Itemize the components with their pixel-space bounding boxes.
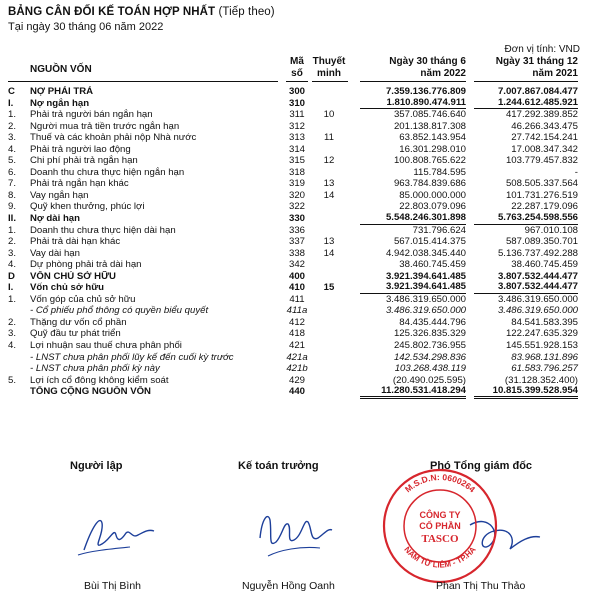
row-name: Lợi nhuận sau thuế chưa phân phối (30, 340, 182, 352)
row-code: 312 (288, 120, 305, 132)
row-label: 2. (8, 120, 17, 132)
row-value-prior: 7.007.867.084.477 (497, 86, 578, 97)
header-period-prior (478, 56, 578, 80)
row-value-prior: (31.128.352.400) (504, 374, 578, 386)
row-value-current: 142.534.298.836 (393, 351, 466, 363)
svg-text:CÔNG TY: CÔNG TY (419, 510, 461, 520)
row-name: - LNST chưa phân phối kỳ này (30, 363, 160, 375)
row-value-prior: 84.541.583.395 (511, 316, 578, 328)
table-row (8, 190, 580, 202)
row-note: 12 (323, 155, 335, 167)
row-name: Vay dài hạn (30, 247, 80, 259)
preparer-signature (70, 505, 160, 565)
row-value-prior: 967.010.108 (524, 224, 578, 236)
row-label: II. (8, 213, 16, 225)
row-value-prior: 61.583.796.257 (511, 363, 578, 375)
row-value-prior: 38.460.745.459 (511, 259, 578, 271)
row-name: Doanh thu chưa thực hiện dài hạn (30, 224, 176, 236)
header-underline-source (8, 81, 278, 82)
row-code: 421b (286, 363, 308, 375)
row-value-prior: 103.779.457.832 (505, 155, 578, 167)
row-value-current: 84.435.444.796 (399, 316, 466, 328)
row-value-current: 1.810.890.474.911 (360, 98, 466, 110)
row-name: Nợ ngắn hạn (30, 97, 90, 109)
row-value-current: 567.015.414.375 (393, 236, 466, 248)
row-name: Chi phí phải trả ngắn hạn (30, 155, 138, 167)
row-name: Lợi ích cổ đông không kiểm soát (30, 374, 169, 386)
row-label: 5. (8, 374, 17, 386)
row-value-prior: 5.136.737.492.288 (497, 247, 578, 259)
row-name: Doanh thu chưa thực hiện ngắn hạn (30, 166, 185, 178)
table-row (8, 167, 580, 179)
row-label: 2. (8, 236, 17, 248)
row-value-current: 38.460.745.459 (399, 259, 466, 271)
row-value-current: 5.548.246.301.898 (360, 213, 466, 225)
row-value-prior: 5.763.254.598.556 (474, 213, 578, 225)
table-row (8, 294, 580, 306)
title-main: BẢNG CÂN ĐỐI KẾ TOÁN HỢP NHẤT (8, 6, 216, 18)
row-label: 7. (8, 178, 17, 190)
table-row (8, 386, 580, 398)
row-code: 418 (288, 328, 305, 340)
header-period-prior-line1: Ngày 31 tháng 12 (495, 56, 578, 67)
row-code: 314 (288, 143, 305, 155)
report-date: Tại ngày 30 tháng 06 năm 2022 (8, 21, 164, 33)
title-suffix: (Tiếp theo) (218, 6, 275, 18)
row-label: 8. (8, 189, 17, 201)
table-row (8, 132, 580, 144)
header-code-line1: Mã (290, 56, 304, 67)
table-row (8, 121, 580, 133)
accountant-name: Nguyễn Hồng Oanh (242, 580, 335, 592)
header-period-prior-line2: năm 2021 (532, 68, 578, 79)
row-name: - Cổ phiếu phổ thông có quyền biểu quyết (30, 305, 209, 317)
row-value-current: 63.852.143.954 (399, 132, 466, 144)
table-row (8, 201, 580, 213)
row-value-prior: 17.008.347.342 (511, 143, 578, 155)
row-label: 2. (8, 316, 17, 328)
row-name: Thặng dư vốn cổ phần (30, 316, 127, 328)
row-value-current: 731.796.624 (412, 224, 466, 236)
row-value-current: 85.000.000.000 (399, 189, 466, 201)
table-body (8, 86, 580, 398)
table-row (8, 213, 580, 225)
row-code: 411 (289, 293, 305, 305)
row-note: 14 (323, 247, 335, 259)
row-value-prior: 3.486.319.650.000 (497, 293, 578, 305)
table-row (8, 363, 580, 375)
row-code: 318 (288, 166, 305, 178)
svg-text:M.S.D.N: 0600264: M.S.D.N: 0600264 (402, 471, 478, 495)
row-name: Phải trả người lao động (30, 143, 131, 155)
row-code: 320 (288, 189, 305, 201)
row-value-prior: 22.287.179.096 (511, 201, 578, 213)
row-name: Vốn chủ sở hữu (30, 282, 104, 294)
row-label: 1. (8, 224, 17, 236)
row-note: 14 (323, 189, 335, 201)
header-note-line1: Thuyết (312, 56, 346, 67)
row-code: 412 (288, 316, 305, 328)
row-code: 411a (286, 305, 308, 317)
row-value-current: 115.784.595 (413, 166, 466, 178)
row-code: 421a (286, 351, 308, 363)
row-code: 440 (288, 386, 305, 398)
row-value-current: 100.808.765.622 (393, 155, 466, 167)
row-label: 3. (8, 132, 17, 144)
row-value-current: 3.921.394.641.485 (360, 282, 466, 294)
row-value-current: 4.942.038.345.440 (385, 247, 466, 259)
row-value-current: 201.138.817.308 (393, 120, 466, 132)
director-title: Phó Tổng giám đốc (430, 460, 533, 472)
row-value-current: 103.268.438.119 (394, 363, 466, 375)
row-label: 1. (8, 293, 17, 305)
table-row (8, 340, 580, 352)
header-code-line2: số (291, 68, 303, 79)
row-value-current: 963.784.839.686 (393, 178, 466, 190)
row-name: TỔNG CỘNG NGUỒN VỐN (30, 386, 151, 398)
row-code: 315 (288, 155, 305, 167)
row-code: 310 (288, 97, 305, 109)
row-value-prior: 27.742.154.241 (511, 132, 578, 144)
row-label: I. (8, 282, 14, 294)
row-name: Vốn góp của chủ sở hữu (30, 293, 136, 305)
row-code: 338 (288, 247, 305, 259)
row-value-current: 3.921.394.641.485 (385, 270, 466, 282)
row-note: 15 (323, 282, 335, 294)
header-note-line2: minh (317, 68, 341, 79)
row-name: Nợ dài hạn (30, 213, 80, 225)
row-code: 410 (288, 282, 305, 294)
row-label: 1. (8, 109, 17, 121)
header-code (285, 56, 309, 80)
row-code: 311 (289, 109, 305, 121)
header-source: NGUỒN VỐN (30, 64, 92, 75)
table-header (8, 56, 580, 84)
row-value-current: 125.326.835.329 (393, 328, 466, 340)
header-period-current (360, 56, 466, 80)
row-value-current: (20.490.025.595) (392, 374, 466, 386)
table-row (8, 271, 580, 283)
row-code: 429 (288, 374, 305, 386)
row-value-prior: 3.486.319.650.000 (497, 305, 578, 317)
row-value-current: 357.085.746.640 (393, 109, 466, 121)
header-note (309, 56, 349, 80)
table-row (8, 86, 580, 98)
row-label: 4. (8, 143, 17, 155)
table-row (8, 328, 580, 340)
header-period-current-line2: năm 2022 (420, 68, 466, 79)
table-row (8, 178, 580, 190)
table-row (8, 305, 580, 317)
svg-text:TASCO: TASCO (421, 533, 459, 545)
row-name: NỢ PHẢI TRẢ (30, 86, 94, 97)
row-label: 3. (8, 247, 17, 259)
row-label: 3. (8, 328, 17, 340)
row-label: D (8, 270, 15, 282)
header-underline-note (312, 81, 348, 82)
row-value-prior: 3.807.532.444.477 (497, 270, 578, 282)
row-code: 421 (288, 340, 305, 352)
row-note: 10 (323, 109, 335, 121)
table-row (8, 155, 580, 167)
row-value-current: 11.280.531.418.294 (360, 386, 466, 399)
row-code: 400 (288, 270, 305, 282)
row-name: Người mua trả tiền trước ngắn hạn (30, 120, 180, 132)
row-code: 330 (288, 213, 305, 225)
row-name: VỐN CHỦ SỞ HỮU (30, 270, 116, 282)
row-label: 6. (8, 166, 17, 178)
preparer-name: Bùi Thị Bình (84, 580, 142, 592)
row-label: 4. (8, 340, 17, 352)
row-code: 342 (288, 259, 305, 271)
row-name: Vay ngắn hạn (30, 189, 89, 201)
document-title (8, 6, 275, 18)
svg-text:CỔ PHẦN: CỔ PHẦN (419, 521, 461, 531)
row-value-prior: 417.292.389.852 (505, 109, 578, 121)
row-value-current: 3.486.319.650.000 (385, 305, 466, 317)
header-underline-code (286, 81, 308, 82)
header-period-current-line1: Ngày 30 tháng 6 (389, 56, 466, 67)
row-label: C (8, 86, 15, 97)
row-value-prior: 122.247.635.329 (505, 328, 578, 340)
row-name: Phải trả ngắn hạn khác (30, 178, 129, 190)
row-code: 300 (288, 86, 305, 97)
row-note: 13 (323, 236, 335, 248)
table-row (8, 109, 580, 121)
row-value-current: 16.301.298.010 (399, 143, 466, 155)
table-row (8, 98, 580, 110)
svg-text:NAM TỪ LIÊM - TP.HÀ: NAM TỪ LIÊM - TP.HÀ (402, 545, 478, 570)
row-name: - LNST chưa phân phối lũy kế đến cuối kỳ trước (30, 351, 234, 363)
row-code: 322 (288, 201, 305, 213)
row-code: 319 (288, 178, 305, 190)
preparer-title: Người lập (70, 460, 123, 472)
row-value-prior: 508.505.337.564 (505, 178, 578, 190)
table-row (8, 236, 580, 248)
row-value-prior: 145.551.928.153 (505, 340, 578, 352)
row-value-prior: 46.266.343.475 (511, 120, 578, 132)
row-code: 337 (288, 236, 305, 248)
table-row (8, 248, 580, 260)
row-name: Dự phòng phải trả dài hạn (30, 259, 142, 271)
currency-unit: Đơn vị tính: VND (504, 44, 580, 55)
table-row (8, 282, 580, 294)
row-name: Phải trả người bán ngắn hạn (30, 109, 153, 121)
director-name: Phan Thị Thu Thảo (436, 580, 526, 592)
header-underline-prior (474, 81, 578, 82)
row-code: 336 (288, 224, 305, 236)
row-value-current: 3.486.319.650.000 (385, 293, 466, 305)
table-row (8, 144, 580, 156)
row-label: 5. (8, 155, 17, 167)
table-row (8, 259, 580, 271)
row-value-current: 22.803.079.096 (399, 201, 466, 213)
row-name: Quỹ khen thưởng, phúc lợi (30, 201, 145, 213)
row-label: 9. (8, 201, 17, 213)
accountant-title: Kế toán trưởng (238, 460, 319, 472)
table-row (8, 317, 580, 329)
row-value-prior: 101.731.276.519 (505, 189, 578, 201)
row-value-prior: 1.244.612.485.921 (474, 98, 578, 110)
row-name: Thuế và các khoản phải nộp Nhà nước (30, 132, 197, 144)
accountant-signature (250, 498, 340, 568)
row-name: Quỹ đầu tư phát triển (30, 328, 121, 340)
row-value-prior: - (574, 166, 578, 178)
row-name: Phải trả dài hạn khác (30, 236, 121, 248)
row-label: I. (8, 97, 14, 109)
table-row (8, 225, 580, 237)
row-value-current: 245.802.736.955 (393, 340, 466, 352)
table-row (8, 352, 580, 364)
row-note: 11 (324, 132, 334, 144)
company-stamp (380, 466, 500, 586)
row-value-current: 7.359.136.776.809 (385, 86, 466, 97)
row-value-prior: 3.807.532.444.477 (474, 282, 578, 294)
row-value-prior: 83.968.131.896 (511, 351, 578, 363)
row-value-prior: 587.089.350.701 (505, 236, 578, 248)
header-underline-current (360, 81, 466, 82)
row-note: 13 (323, 178, 335, 190)
row-value-prior: 10.815.399.528.954 (474, 386, 578, 399)
row-label: 4. (8, 259, 17, 271)
row-code: 313 (288, 132, 305, 144)
